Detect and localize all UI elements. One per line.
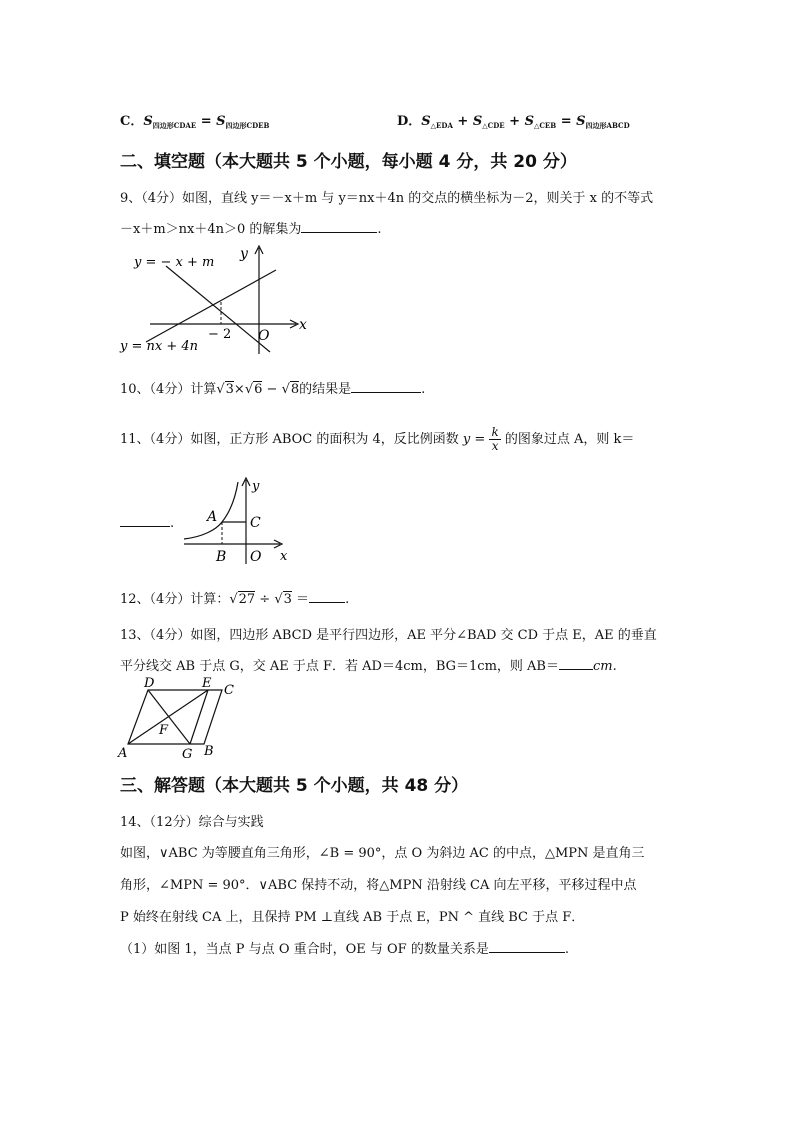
answer-blank[interactable] [301,221,377,233]
option-c: C．$S_{四边形CDAE} = S_{四边形CDEB}$ [120,114,270,130]
origin-label: O [250,549,262,565]
section-heading-fill-in: 二、填空题（本大题共 5 个小题，每小题 4 分，共 20 分） [120,152,577,172]
point-e-label: E [202,676,212,691]
point-b-label: B [216,549,227,565]
q13-line2: 平分线交 AB 于点 G，交 AE 于点 F．若 AD＝4cm，BG＝1cm，则 AB＝ cm. [120,659,617,674]
parallelogram-abcd [128,690,222,744]
x-label: x [299,317,307,333]
point-b-label: B [204,744,214,759]
point-d-label: D [144,676,155,691]
y-label: y [252,479,260,494]
q14-line2: 角形，∠MPN = 90°．∨ABC 保持不动，将△MPN 沿射线 CA 向左平移，平移过程中点 [120,878,637,893]
q14-line3: P 始终在射线 CA 上，且保持 PM ⊥直线 AB 于点 E，PN ^ 直线 BC 于点 F． [120,910,585,925]
y-label: y [240,246,248,262]
point-a-label: A [118,746,128,760]
point-f-label: F [159,723,169,738]
point-a-label: A [207,509,218,525]
answer-blank[interactable] [559,658,593,670]
segment-eb [190,690,208,744]
q12: 12、（4分）计算：√27 ÷ √3 ＝ . [120,592,350,607]
fraction-k-over-x: $\frac{k}{x}$ [491,425,499,453]
answer-blank[interactable] [489,941,565,953]
q9-line1: 9、（4分）如图，直线 y＝－x＋m 与 y＝nx＋4n 的交点的横坐标为－2，则关于 x 的不等式 [120,191,654,206]
tick-label: − 2 [208,327,232,342]
q10: 10、（4分）计算√3×√6 − √8的结果是 . [120,382,426,397]
x-label: x [280,549,288,564]
origin-label: O [258,328,270,344]
point-g-label: G [182,747,193,760]
q14-line1: 如图，∨ABC 为等腰直角三角形，∠B = 90°，点 O 为斜边 AC 的中点，△MPN 是直角三 [120,846,645,861]
section-heading-solve: 三、解答题（本大题共 5 个小题，共 48 分） [120,776,469,796]
label-line-top: y = − x + m [134,255,215,270]
option-d: D．$S_{\triangle EDA} + S_{\triangle CDE} + S_{\triangle CEB} = S_{四边形ABCD}$ [397,114,630,130]
answer-blank[interactable] [120,515,170,527]
segment-dg [148,690,190,744]
q14-line4: （1）如图 1，当点 P 与点 O 重合时，OE 与 OF 的数量关系是 . [120,942,569,957]
q9-line2: －x＋m＞nx＋4n＞0 的解集为 . [120,222,382,237]
q13-line1: 13、（4分）如图，四边形 ABCD 是平行四边形，AE 平分∠BAD 交 CD 于点 E，AE 的垂直 [120,628,657,643]
label-line-bottom: y = nx + 4n [120,339,199,354]
answer-blank[interactable] [351,381,421,393]
q13-figure [116,676,246,760]
point-c-label: C [250,515,261,531]
q11-figure [180,476,290,568]
q14-head: 14、（12分）综合与实践 [120,815,264,830]
answer-blank[interactable] [309,591,345,603]
q11: 11、（4分）如图，正方形 ABOC 的面积为 4，反比例函数 y = $\frac{k}{x}$ 的图象过点 A，则 k＝ [120,425,635,453]
q9-figure [118,242,318,358]
q11-answer-line: . [120,515,174,531]
point-c-label: C [224,683,234,698]
